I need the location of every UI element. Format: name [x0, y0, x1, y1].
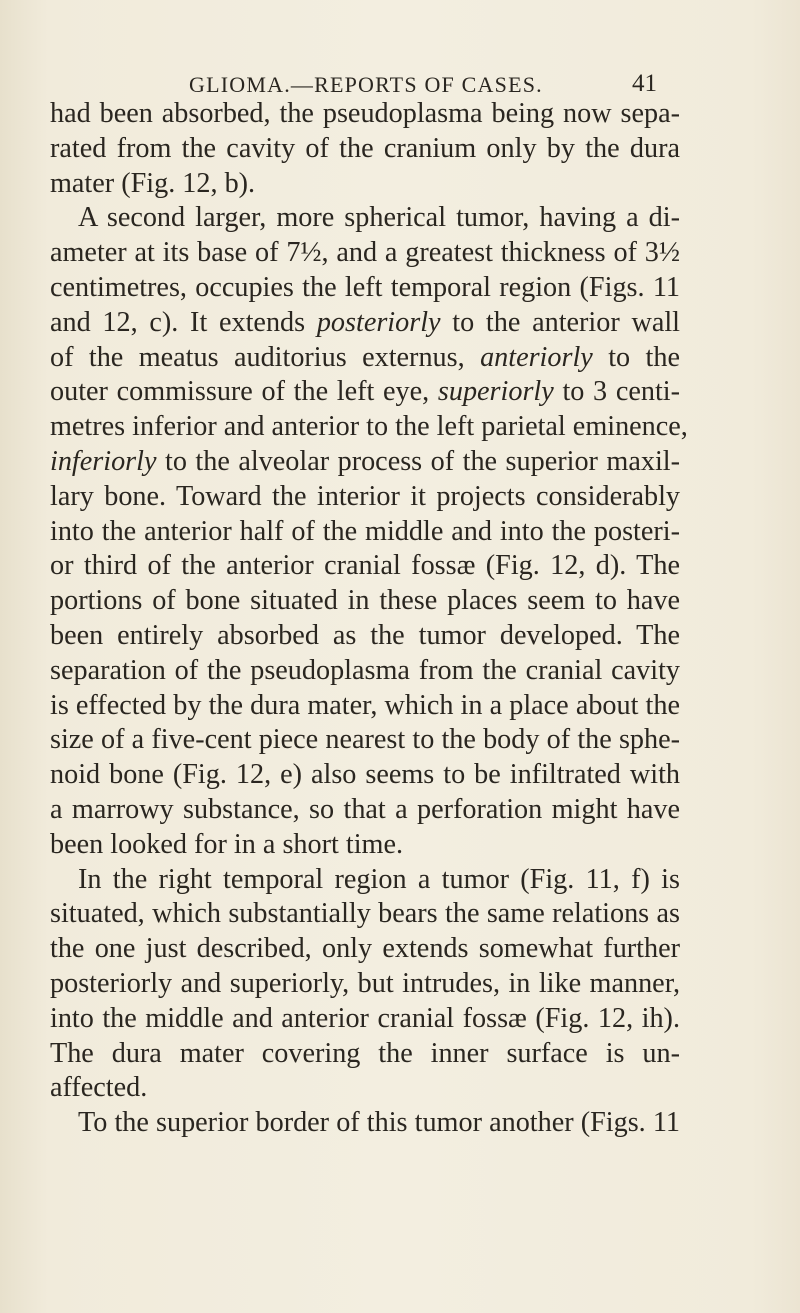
text-line: centimetres, occupies the left temporal region (Figs. 11 — [50, 271, 680, 303]
text-line: The dura mater covering the inner surface is un- — [50, 1037, 680, 1069]
text-line: rated from the cavity of the cranium only by the dura — [50, 132, 680, 164]
text-line-with-italic: inferiorly to the alveolar process of the superior maxil- — [50, 445, 680, 477]
text-line: a marrowy substance, so that a perforation might have — [50, 793, 680, 825]
text-line: been looked for in a short time. — [50, 828, 404, 860]
text-line: size of a five-cent piece nearest to the body of the sphe- — [50, 724, 680, 756]
text-line: A second larger, more spherical tumor, having a di- — [78, 202, 680, 234]
text-line: had been absorbed, the pseudoplasma being now sepa- — [50, 98, 680, 129]
text-line: posteriorly and superiorly, but intrudes, in like manner, — [50, 967, 680, 999]
text-line: into the middle and anterior cranial fossæ (Fig. 12, ih). — [50, 1002, 680, 1034]
text-line: situated, which substantially bears the same relations as — [50, 898, 680, 930]
italic-term: posteriorly — [316, 306, 441, 338]
text-line: into the anterior half of the middle and into the posteri- — [50, 515, 680, 547]
body-text — [50, 97, 688, 1141]
text-line: affected. — [50, 1072, 148, 1104]
text-line: is effected by the dura mater, which in a place about the — [50, 689, 680, 721]
text-line-with-italic: outer commissure of the left eye, superiorly to 3 centi- — [50, 376, 681, 408]
page-number: 41 — [632, 70, 657, 97]
text-line: In the right temporal region a tumor (Fig. 11, f) is — [78, 863, 680, 895]
text-line: separation of the pseudoplasma from the cranial cavity — [50, 654, 680, 686]
text-line: been entirely absorbed as the tumor developed. The — [50, 619, 680, 651]
text-line-with-italic: and 12, c). It extends posteriorly to the anterior wall — [50, 306, 680, 338]
italic-term: inferiorly — [50, 445, 157, 477]
italic-term: anteriorly — [480, 341, 593, 373]
text-line: the one just described, only extends somewhat further — [50, 933, 680, 965]
text-line: noid bone (Fig. 12, e) also seems to be infiltrated with — [50, 759, 680, 791]
text-line-with-italic: of the meatus auditorius externus, anteriorly to the — [50, 341, 680, 373]
text-line: To the superior border of this tumor another (Figs. 11 — [78, 1107, 680, 1139]
text-line: mater (Fig. 12, b). — [50, 167, 256, 199]
text-line: portions of bone situated in these places seem to have — [50, 585, 680, 617]
text-line: or third of the anterior cranial fossæ (Fig. 12, d). The — [50, 550, 680, 582]
text-line: ameter at its base of 7½, and a greatest thickness of 3½ — [50, 237, 680, 269]
text-line: lary bone. Toward the interior it projects considerably — [50, 480, 680, 512]
italic-term: superiorly — [437, 376, 554, 408]
text-line: metres inferior and anterior to the left parietal eminence, — [50, 411, 688, 443]
running-head-title: GLIOMA.—REPORTS OF CASES. — [189, 72, 543, 97]
